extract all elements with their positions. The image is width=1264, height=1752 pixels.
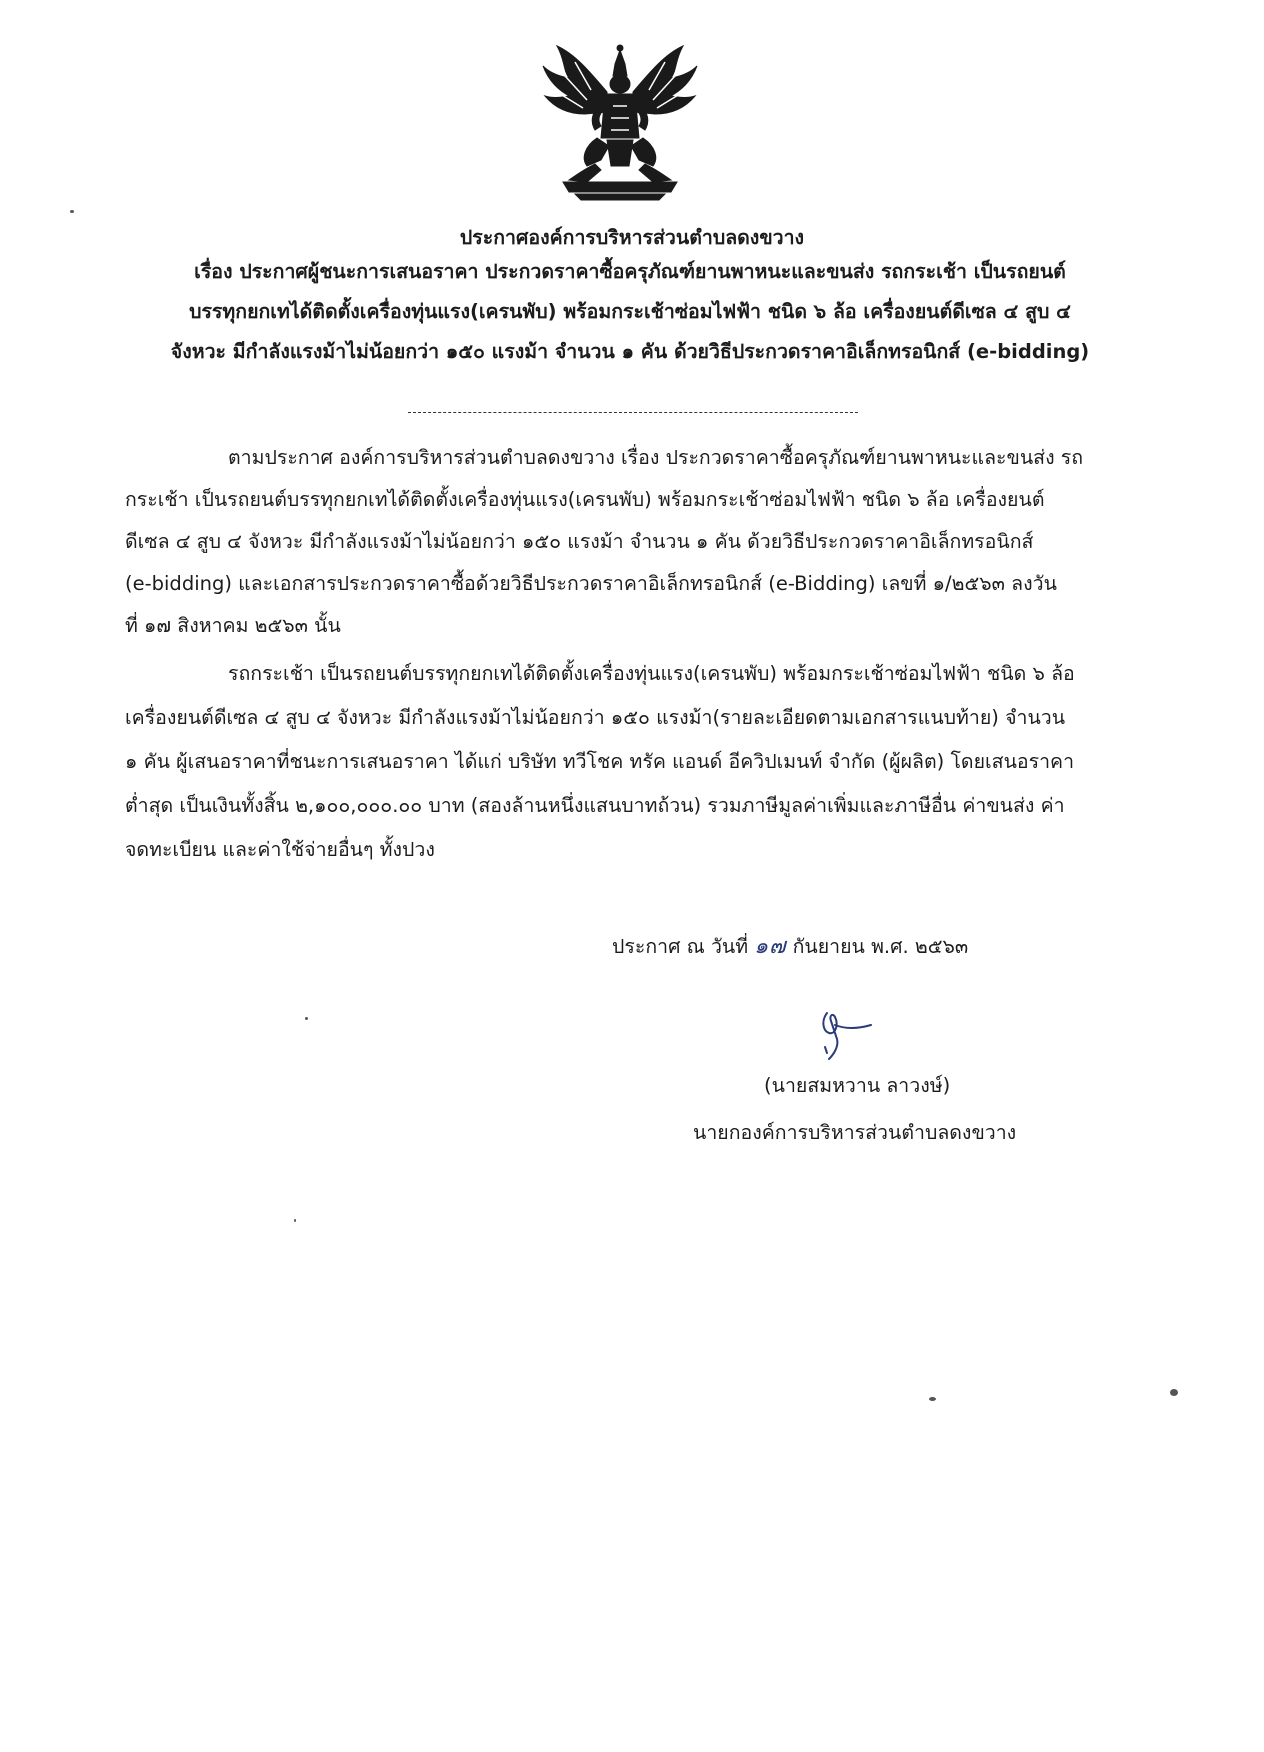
announcement-date [612,928,968,963]
heading-divider [408,412,858,413]
subject-line-1: เรื่อง ประกาศผู้ชนะการเสนอราคา ประกวดราคาซื้อครุภัณฑ์ยานพาหนะและขนส่ง รถกระเช้า เป็นรถยนต์ [194,260,1066,283]
scan-speck [294,1219,296,1222]
signature-mark [805,1003,885,1063]
announcement-day: ๑๗ [754,934,787,959]
paragraph2-line: ต่ำสุด เป็นเงินทั้งสิ้น ๒,๑๐๐,๐๐๐.๐๐ บาท (สองล้านหนึ่งแสนบาทถ้วน) รวมภาษีมูลค่าเพิ่มและภาษีอื่น ค่าขนส่ง ค่า [125,794,1065,817]
announcement-date-prefix: ประกาศ ณ วันที่ [612,935,749,958]
paragraph2-line: ๑ คัน ผู้เสนอราคาที่ชนะการเสนอราคา ได้แก่ บริษัท ทวีโชค ทรัค แอนด์ อีควิปเมนท์ จำกัด (ผู้ผลิต) โดยเสนอราคา [125,750,1075,773]
paragraph1-line: ที่ ๑๗ สิงหาคม ๒๕๖๓ นั้น [125,614,341,637]
announcement-date-suffix: กันยายน พ.ศ. ๒๕๖๓ [792,935,969,958]
subject-line-2: บรรทุกยกเทได้ติดตั้งเครื่องทุ่นแรง(เครนพับ) พร้อมกระเช้าซ่อมไฟฟ้า ชนิด ๖ ล้อ เครื่องยนต์ดีเซล ๔ สูบ ๔ [189,300,1071,323]
scan-speck [305,1017,308,1020]
document-heading: ประกาศองค์การบริหารส่วนตำบลดงขวาง [459,226,805,249]
paragraph1-line: ดีเซล ๔ สูบ ๔ จังหวะ มีกำลังแรงม้าไม่น้อยกว่า ๑๕๐ แรงม้า จำนวน ๑ คัน ด้วยวิธีประกวดราคาอิเล็กทรอนิกส์ [125,530,1034,553]
signer-position: นายกองค์การบริหารส่วนตำบลดงขวาง [693,1121,1017,1144]
paragraph2-line: จดทะเบียน และค่าใช้จ่ายอื่นๆ ทั้งปวง [125,838,435,861]
paragraph2-line: รถกระเช้า เป็นรถยนต์บรรทุกยกเทได้ติดตั้งเครื่องทุ่นแรง(เครนพับ) พร้อมกระเช้าซ่อมไฟฟ้า ชนิด ๖ ล้อ [228,662,1075,685]
paragraph1-line: กระเช้า เป็นรถยนต์บรรทุกยกเทได้ติดตั้งเครื่องทุ่นแรง(เครนพับ) พร้อมกระเช้าซ่อมไฟฟ้า ชนิด ๖ ล้อ เครื่องยนต์ [125,488,1045,511]
paragraph2-line: เครื่องยนต์ดีเซล ๔ สูบ ๔ จังหวะ มีกำลังแรงม้าไม่น้อยกว่า ๑๕๐ แรงม้า(รายละเอียดตามเอกสารแนบท้าย) จำนวน [125,706,1066,729]
subject-line-3: จังหวะ มีกำลังแรงม้าไม่น้อยกว่า ๑๕๐ แรงม้า จำนวน ๑ คัน ด้วยวิธีประกวดราคาอิเล็กทรอนิกส์ (e-bidding) [170,340,1090,363]
paragraph1-line: (e-bidding) และเอกสารประกวดราคาซื้อด้วยวิธีประกวดราคาอิเล็กทรอนิกส์ (e-Bidding) เลขที่ ๑/๒๕๖๓ ลงวัน [125,572,1057,595]
scan-speck [70,210,74,213]
scan-speck [1170,1389,1178,1396]
paragraph1-line: ตามประกาศ องค์การบริหารส่วนตำบลดงขวาง เรื่อง ประกวดราคาซื้อครุภัณฑ์ยานพาหนะและขนส่ง รถ [228,446,1084,469]
garuda-emblem-icon [535,42,705,202]
signer-name: (นายสมหวาน ลาวงษ์) [764,1074,951,1097]
scan-speck [929,1397,936,1401]
